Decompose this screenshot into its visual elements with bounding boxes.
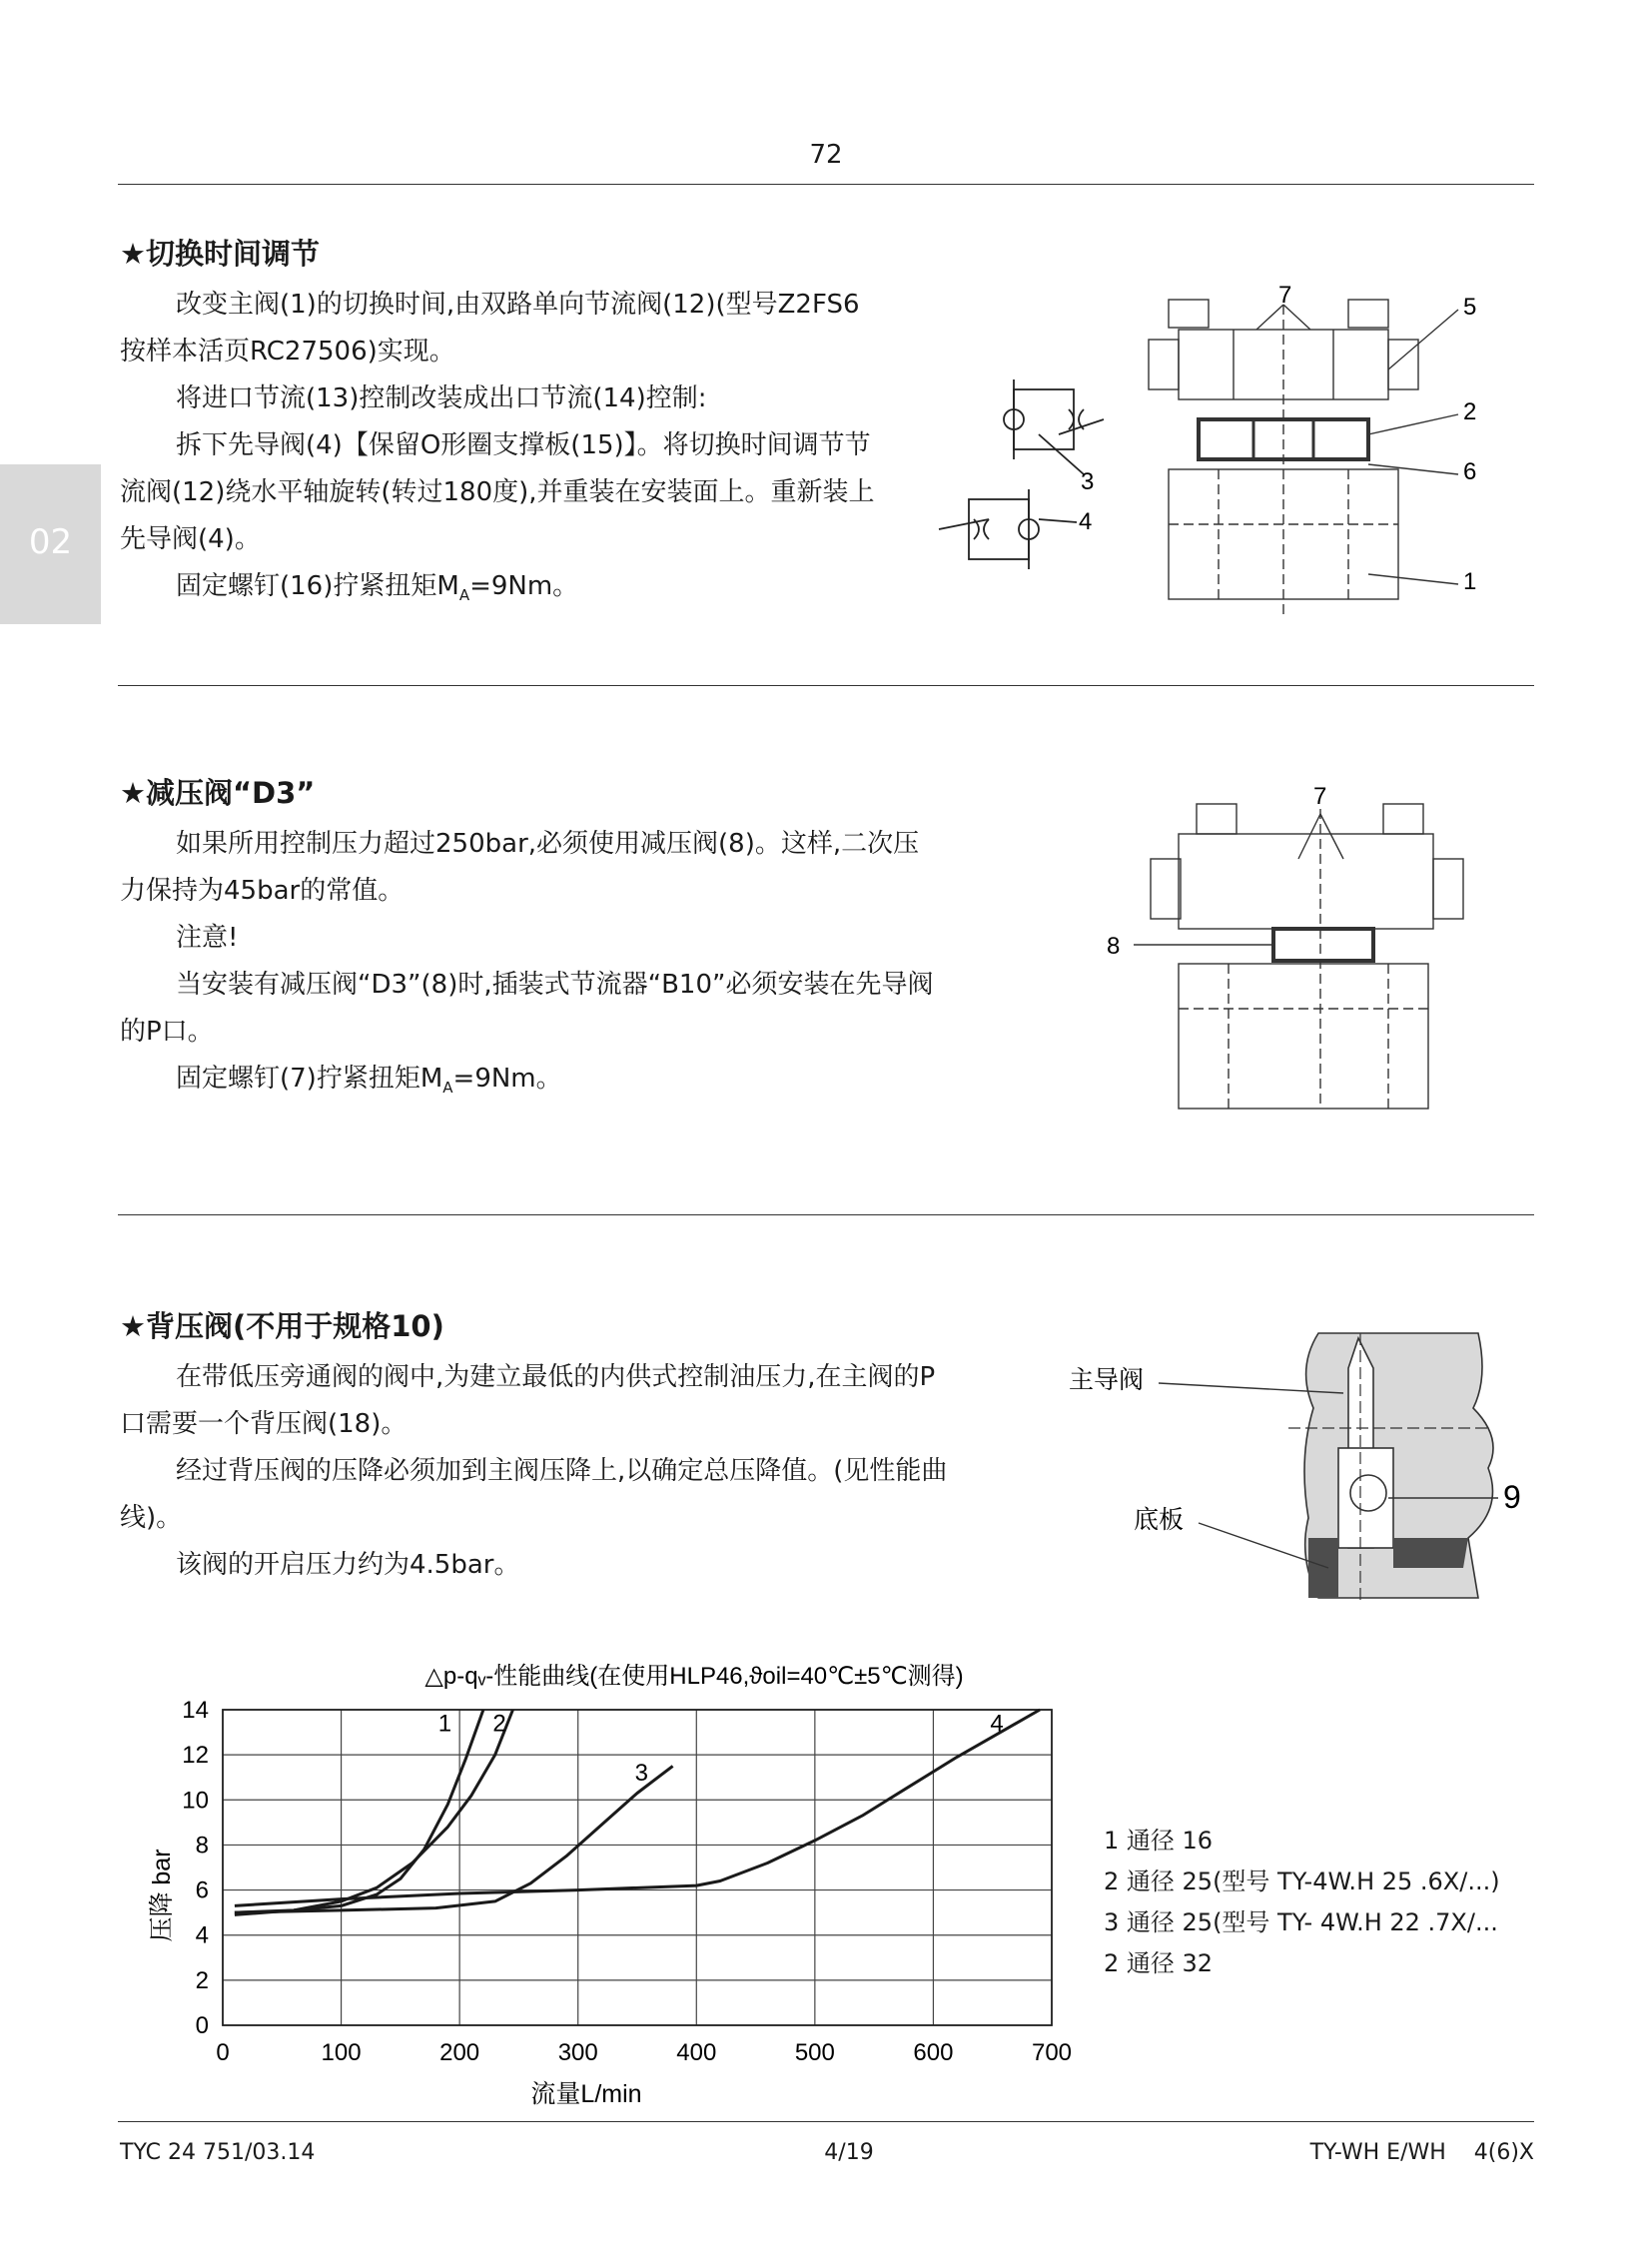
series-label: 4 (990, 1710, 1004, 1738)
x-tick-label: 100 (321, 2039, 362, 2066)
footer-right: TY-WH E/WH 4(6)X (1309, 2140, 1534, 2165)
footer-center: 4/19 (824, 2140, 874, 2165)
label-8: 8 (1107, 933, 1121, 960)
label-1: 1 (1463, 568, 1477, 595)
section1-title: ★切换时间调节 (120, 237, 320, 271)
section1-para: 将进口节流(13)控制改装成出口节流(14)控制: (176, 383, 707, 413)
label-3: 3 (1081, 468, 1095, 495)
plot-frame (223, 1710, 1052, 2025)
y-tick-label: 8 (195, 1832, 209, 1860)
section-rule (118, 1214, 1534, 1215)
chart-x-ticks (216, 2039, 1072, 2066)
section1-torque: 固定螺钉(16)拧紧扭矩$M_A=9Nm$。 (176, 571, 579, 605)
section3-para: 该阀的开启压力约为4.5bar。 (176, 1550, 520, 1580)
x-tick-label: 500 (794, 2039, 835, 2066)
section2-torque: 固定螺钉(7)拧紧扭矩$M_A=9Nm$。 (176, 1064, 562, 1098)
y-tick-label: 12 (182, 1742, 209, 1770)
label-5: 5 (1463, 294, 1477, 321)
series-line-1 (235, 1710, 483, 1912)
x-tick-label: 600 (913, 2039, 954, 2066)
x-tick-label: 0 (216, 2039, 230, 2066)
section2-para: 如果所用控制压力超过250bar,必须使用减压阀(8)。这样,二次压力保持为45bar的常值。 (120, 829, 920, 906)
chart-series-labels (438, 1711, 1004, 1788)
y-tick-label: 14 (182, 1697, 209, 1724)
chart-xlabel: 流量L/min (530, 2080, 642, 2108)
footer-left: TYC 24 751/03.14 (120, 2140, 316, 2165)
side-tab (0, 464, 101, 624)
section2-title: ★减压阀“D3” (120, 776, 316, 810)
page-number: 72 (809, 140, 843, 170)
section1-para: 拆下先导阀(4)【保留O形圈支撑板(15)】。将切换时间调节节流阀(12)绕水平轴旋转(转过180度),并重装在安装面上。重新装上先导阀(4)。 (120, 430, 875, 554)
performance-chart (140, 1648, 1119, 2117)
chart-title: △p-qᵥ-性能曲线(在使用HLP46,ϑoil=40℃±5℃测得) (424, 1663, 964, 1690)
chart-legend (1104, 1821, 1500, 1984)
footer-rule (118, 2121, 1534, 2122)
series-line-4 (235, 1710, 1040, 1905)
section1-body (120, 282, 879, 619)
section-rule (118, 685, 1534, 686)
label-9: 9 (1503, 1479, 1521, 1515)
y-tick-label: 6 (195, 1876, 209, 1904)
label-base-plate: 底板 (1134, 1506, 1185, 1534)
series-label: 1 (437, 1710, 452, 1738)
section2-para: 当安装有减压阀“D3”(8)时,插装式节流器“B10”必须安装在先导阀的P口。 (120, 970, 934, 1047)
chart-series (235, 1710, 1040, 1914)
legend-entry: 2 通径 32 (1104, 1949, 1214, 1977)
section3-para: 经过背压阀的压降必须加到主阀压降上,以确定总压降值。(见性能曲线)。 (120, 1456, 948, 1533)
series-label: 3 (634, 1760, 648, 1788)
section3-title: ★背压阀(不用于规格10) (120, 1309, 444, 1343)
label-2: 2 (1463, 398, 1477, 425)
legend-entry: 3 通径 25(型号 TY- 4W.H 22 .7X/... (1104, 1908, 1498, 1936)
series-label: 2 (492, 1710, 506, 1738)
y-tick-label: 10 (182, 1787, 209, 1815)
x-tick-label: 300 (557, 2039, 598, 2066)
side-tab-label: 02 (28, 522, 73, 562)
x-tick-label: 400 (676, 2039, 717, 2066)
label-7: 7 (1313, 783, 1327, 810)
legend-entry: 1 通径 16 (1104, 1827, 1214, 1855)
valve-drawing-1 (1139, 285, 1518, 619)
section3-para: 在带低压旁通阀的阀中,为建立最低的内供式控制油压力,在主阀的P口需要一个背压阀(18)。 (120, 1362, 936, 1439)
section2-body (120, 821, 939, 1112)
throttle-valve-symbol (919, 379, 1119, 579)
y-tick-label: 2 (195, 1966, 209, 1994)
header-rule (118, 184, 1534, 185)
chart-grid (223, 1710, 1052, 2025)
section1-para: 改变主阀(1)的切换时间,由双路单向节流阀(12)(型号Z2FS6按样本活页RC27506)实现。 (120, 290, 860, 367)
x-tick-label: 700 (1031, 2039, 1073, 2066)
label-7: 7 (1278, 285, 1292, 309)
label-6: 6 (1463, 458, 1477, 485)
legend-entry: 2 通径 25(型号 TY-4W.H 25 .6X/...) (1104, 1868, 1500, 1895)
chart-ylabel: 压降 bar (148, 1849, 176, 1942)
valve-drawing-2 (1099, 779, 1478, 1119)
section2-para: 注意! (176, 923, 239, 953)
x-tick-label: 200 (439, 2039, 480, 2066)
label-4: 4 (1079, 508, 1093, 535)
y-tick-label: 0 (195, 2012, 209, 2039)
section3-body (120, 1354, 959, 1589)
label-main-valve: 主导阀 (1069, 1366, 1145, 1394)
y-tick-label: 4 (195, 1921, 209, 1949)
back-pressure-valve-drawing (1059, 1328, 1528, 1608)
chart-y-ticks (182, 1697, 209, 2039)
